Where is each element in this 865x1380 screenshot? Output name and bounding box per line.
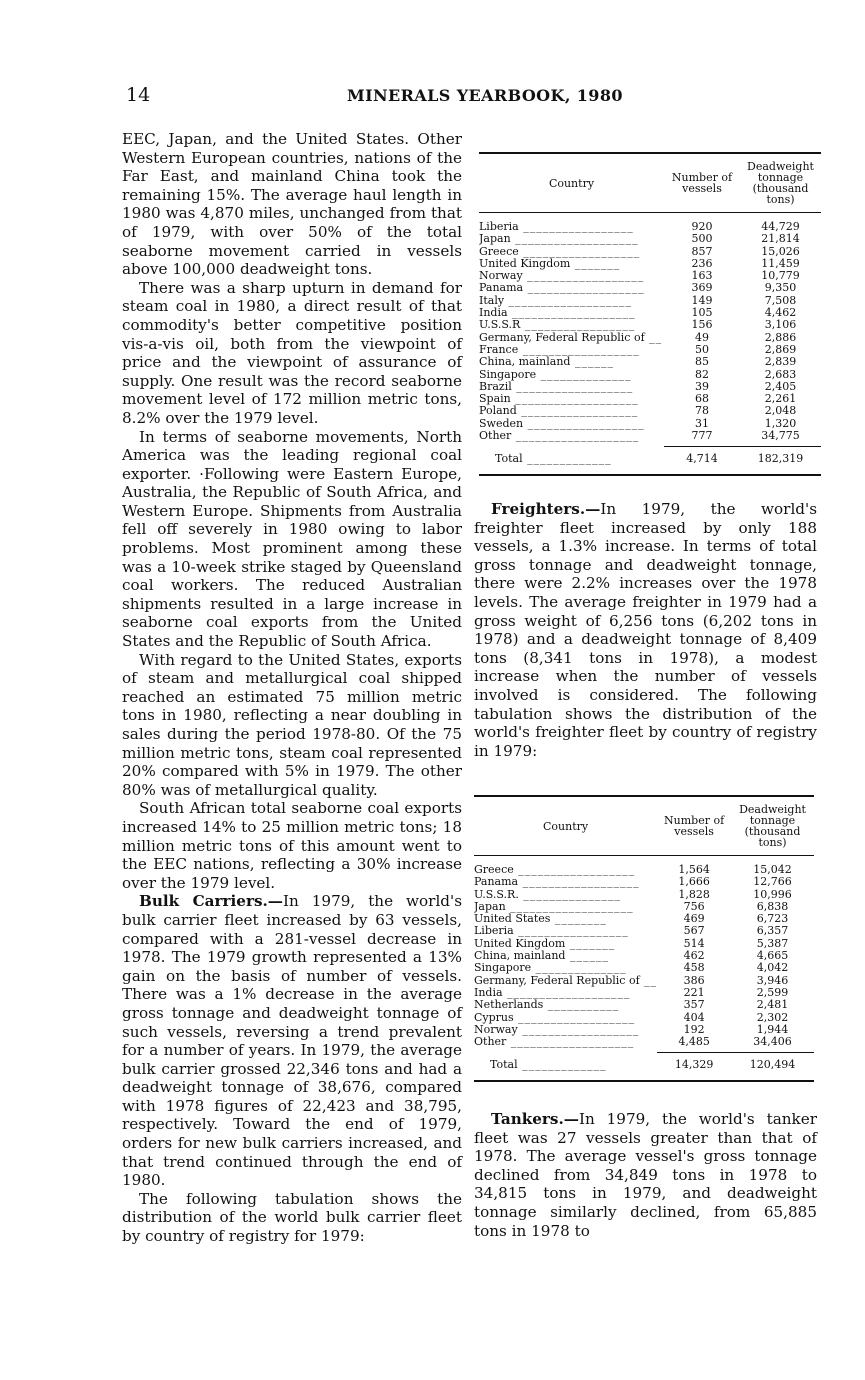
country-cell: Norway __________________	[474, 1023, 640, 1036]
vessels-cell: 78	[695, 404, 709, 418]
country-cell: India ___________________	[474, 986, 631, 999]
tonnage-cell: 1,320	[764, 416, 797, 430]
vessels-cell: 192	[683, 1022, 705, 1036]
tonnage-cell: 6,723	[756, 912, 789, 926]
column-header-country: Country	[479, 153, 664, 213]
vessels-cell: 567	[683, 924, 705, 938]
tonnage-cell: 1,944	[756, 1022, 789, 1036]
tonnage-cell: 2,048	[764, 404, 797, 418]
country-cell: Germany, Federal Republic of __	[479, 331, 663, 344]
country-cell: Japan ___________________	[474, 900, 634, 913]
vessels-cell: 156	[691, 318, 713, 332]
paragraph-text: In 1979, the world's bulk carrier fleet increased by 63 vessels, compared with a 281-vessel decrease in 1978. The 1979 growth represented a 13% gain on the basis of number of vessels. There was a 1% decrease in the average gross tonnage and deadweight tonnage of such vessels, reversing a trend prevalent for a number of years. In 1979, the average bulk carrier grossed 22,346 tons and had a deadweight tonnage of 38,676, compared with 1978 figures of 22,423 and 38,795, respectively. Toward the end of 1979, orders for new bulk carriers increased, and that trend continued through the end of 1980.	[122, 892, 462, 1190]
tonnage-cell: 10,779	[761, 269, 800, 283]
vessels-cell: 1,666	[678, 875, 710, 889]
tankers-section	[474, 1110, 817, 1240]
vessels-cell: 1,564	[678, 863, 710, 876]
vessels-cell: 777	[691, 429, 713, 443]
paragraph: EEC, Japan, and the United States. Other Western European countries, nations of the Far East, and mainland China took the remaining 15%. The average haul length in 1980 was 4,870 miles, unchanged from that of 1979, with over 50% of the total seaborne movement carried in vessels above 100,000 deadweight tons.	[122, 130, 462, 279]
paragraph-text: In 1979, the world's freighter fleet increased by only 188 vessels, a 1.3% increase. In terms of total gross tonnage and deadweight tonnage, there were 2.2% increases over the 1978 levels. The average freighter in 1979 had a gross weight of 6,256 tons (6,202 tons in 1978) and a deadweight tonnage of 8,409 tons (8,341 tons in 1978), a modest increase when the number of vessels involved is considered. The following tabulation shows the distribution of the world's freighter fleet by country of registry in 1979:	[474, 500, 817, 760]
country-cell: Spain ___________________	[479, 393, 639, 406]
table-row	[479, 356, 821, 368]
tonnage-cell: 4,665	[756, 949, 789, 963]
vessels-cell: 357	[683, 998, 705, 1012]
column-header-tonnage: Deadweight tonnage (thousand tons)	[740, 153, 821, 213]
column-header-vessels: Number of vessels	[664, 153, 740, 213]
vessels-cell: 462	[683, 949, 705, 963]
total-tonnage: 120,494	[731, 1053, 814, 1081]
vessels-cell: 50	[695, 342, 709, 356]
country-cell: United Kingdom _______	[474, 937, 616, 950]
tonnage-cell: 9,350	[764, 281, 797, 295]
country-cell: Singapore ______________	[474, 962, 627, 975]
country-cell: Other ___________________	[479, 430, 640, 443]
paragraph-text: In 1979, the world's tanker fleet was 27 vessels greater than that of 1978. The average vessel's gross tonnage declined from 34,849 tons in 1978 to 34,815 tons in 1979, and deadweight tonnage similarly declined, from 65,885 tons in 1978 to	[474, 1110, 817, 1240]
country-cell: India ___________________	[479, 307, 636, 320]
country-cell: Italy ___________________	[479, 294, 633, 307]
tonnage-cell: 7,508	[764, 293, 797, 307]
total-tonnage: 182,319	[740, 447, 821, 475]
section-heading-bulk-carriers: Bulk Carriers.—	[139, 892, 283, 911]
tonnage-cell: 21,814	[761, 232, 800, 246]
tonnage-cell: 5,387	[756, 936, 789, 950]
vessels-cell: 469	[683, 912, 705, 926]
country-cell: Brazil __________________	[479, 380, 634, 393]
total-vessels: 14,329	[657, 1053, 731, 1081]
tonnage-cell: 6,357	[756, 924, 789, 938]
table-row	[479, 405, 821, 417]
paragraph: With regard to the United States, exports of steam and metallurgical coal shipped reached an estimated 75 million metric tons in 1980, reflecting a near doubling in sales during the period 1978-80. Of the 75 million metric tons, steam coal represented 20% compared with 5% in 1979. The other 80% was of metallurgical quality.	[122, 650, 462, 799]
section-heading-tankers: Tankers.—	[491, 1110, 579, 1128]
left-column	[122, 130, 462, 1246]
tonnage-cell: 2,599	[756, 985, 789, 999]
vessels-cell: 49	[695, 330, 709, 344]
tonnage-cell: 2,683	[764, 367, 797, 381]
total-vessels: 4,714	[664, 447, 740, 475]
total-row	[479, 447, 821, 475]
tonnage-cell: 2,405	[764, 379, 797, 393]
running-header-title: MINERALS YEARBOOK, 1980	[347, 86, 623, 105]
vessels-cell: 458	[683, 961, 705, 975]
vessels-cell: 386	[683, 973, 705, 987]
country-cell: China, mainland ______	[479, 356, 614, 369]
table-row	[479, 369, 821, 381]
country-cell: Panama __________________	[479, 282, 645, 295]
country-cell: Cyprus __________________	[474, 1011, 636, 1024]
country-cell: Norway __________________	[479, 270, 645, 283]
vessels-cell: 4,485	[678, 1035, 710, 1049]
tonnage-cell: 4,462	[764, 306, 797, 320]
column-header-country: Country	[474, 796, 657, 856]
vessels-cell: 404	[683, 1010, 705, 1024]
tonnage-cell: 2,839	[764, 355, 797, 369]
vessels-cell: 1,828	[678, 887, 710, 901]
freighters-section	[474, 500, 817, 760]
country-cell: Greece __________________	[474, 864, 636, 876]
table-row	[474, 925, 814, 937]
tonnage-cell: 10,996	[753, 887, 792, 901]
vessels-cell: 369	[691, 281, 713, 295]
vessels-cell: 68	[695, 392, 709, 406]
country-cell: Greece __________________	[479, 245, 641, 258]
bulk-carrier-table	[479, 152, 821, 476]
vessels-cell: 221	[683, 985, 705, 999]
vessels-cell: 920	[691, 220, 713, 233]
column-header-tonnage: Deadweight tonnage (thousand tons)	[731, 796, 814, 856]
tonnage-cell: 34,406	[753, 1035, 792, 1049]
column-header-vessels: Number of vessels	[657, 796, 731, 856]
country-cell: U.S.S.R _________________	[479, 319, 636, 332]
table-row	[479, 430, 821, 442]
country-cell: United States ________	[474, 913, 607, 926]
paragraph: The following tabulation shows the distribution of the world bulk carrier fleet by country of registry for 1979:	[122, 1189, 462, 1246]
freighter-table	[474, 795, 814, 1082]
tonnage-cell: 34,775	[761, 429, 800, 443]
table-row	[479, 282, 821, 294]
country-cell: Panama __________________	[474, 876, 640, 889]
country-cell: Liberia _________________	[479, 221, 634, 233]
tonnage-cell: 2,886	[764, 330, 797, 344]
vessels-cell: 105	[691, 306, 713, 320]
paragraph: There was a sharp upturn in demand for steam coal in 1980, a direct result of that commodity's better competitive position vis-a-vis oil, both from the viewpoint of price and the viewpoint of assurance of supply. One result was the record seaborne movement level of 172 million metric tons, 8.2% over the 1979 level.	[122, 278, 462, 427]
vessels-cell: 85	[695, 355, 709, 369]
vessels-cell: 236	[691, 256, 713, 270]
country-cell: Poland __________________	[479, 405, 639, 418]
country-cell: China, mainland ______	[474, 950, 609, 963]
country-cell: Other ___________________	[474, 1036, 635, 1049]
table-row	[474, 1012, 814, 1024]
vessels-cell: 31	[695, 416, 709, 430]
table-row	[479, 319, 821, 331]
total-row	[474, 1053, 814, 1081]
tonnage-cell: 3,946	[756, 973, 789, 987]
freighters-paragraph	[474, 500, 817, 760]
tonnage-cell: 44,729	[761, 220, 800, 233]
tonnage-cell: 2,261	[764, 392, 797, 406]
page-number: 14	[126, 84, 151, 106]
vessels-cell: 756	[683, 899, 705, 913]
tonnage-cell: 2,869	[764, 342, 797, 356]
vessels-cell: 82	[695, 367, 709, 381]
country-cell: Sweden __________________	[479, 417, 645, 430]
country-cell: U.S.S.R. _______________	[474, 888, 621, 901]
tonnage-cell: 15,026	[761, 244, 800, 258]
tonnage-cell: 15,042	[753, 863, 792, 876]
tankers-paragraph	[474, 1110, 817, 1240]
vessels-cell: 514	[683, 936, 705, 950]
vessels-cell: 163	[691, 269, 713, 283]
table-row	[474, 999, 814, 1011]
tonnage-cell: 2,481	[756, 998, 789, 1012]
country-cell: France __________________	[479, 343, 640, 356]
country-cell: United Kingdom _______	[479, 257, 621, 270]
table-row	[474, 1036, 814, 1048]
table-row	[474, 876, 814, 888]
total-label: Total _____________	[490, 1058, 607, 1072]
tonnage-cell: 2,302	[756, 1010, 789, 1024]
country-cell: Germany, Federal Republic of __	[474, 974, 658, 987]
vessels-cell: 857	[691, 244, 713, 258]
country-cell: Japan ___________________	[479, 233, 639, 246]
vessels-cell: 149	[691, 293, 713, 307]
section-heading-freighters: Freighters.—	[491, 500, 601, 518]
vessels-cell: 500	[691, 232, 713, 246]
country-cell: Singapore ______________	[479, 368, 632, 381]
vessels-cell: 39	[695, 379, 709, 393]
paragraph: South African total seaborne coal exports increased 14% to 25 million metric tons; 18 million metric tons of this amount went to the EEC nations, reflecting a 30% increase over the 1979 level.	[122, 799, 462, 892]
tonnage-cell: 4,042	[756, 961, 789, 975]
table-row	[474, 962, 814, 974]
table-row	[479, 233, 821, 245]
tonnage-cell: 12,766	[753, 875, 792, 889]
paragraph: In terms of seaborne movements, North America was the leading regional coal exporter. ·Following were Eastern Europe, Australia, the Republic of South Africa, and Western Europe. Shipments from Australia fell off severely in 1980 owing to labor problems. Most prominent among these was a 10-week strike staged by Queensland coal workers. The reduced Australian shipments resulted in a large increase in seaborne coal exports from the United States and the Republic of South Africa.	[122, 427, 462, 651]
country-cell: Liberia _________________	[474, 925, 629, 938]
country-cell: Netherlands ___________	[474, 999, 620, 1012]
tonnage-cell: 11,459	[761, 256, 800, 270]
bulk-carriers-paragraph	[122, 892, 462, 1190]
tonnage-cell: 6,838	[756, 899, 789, 913]
tonnage-cell: 3,106	[764, 318, 797, 332]
total-label: Total _____________	[495, 452, 612, 466]
